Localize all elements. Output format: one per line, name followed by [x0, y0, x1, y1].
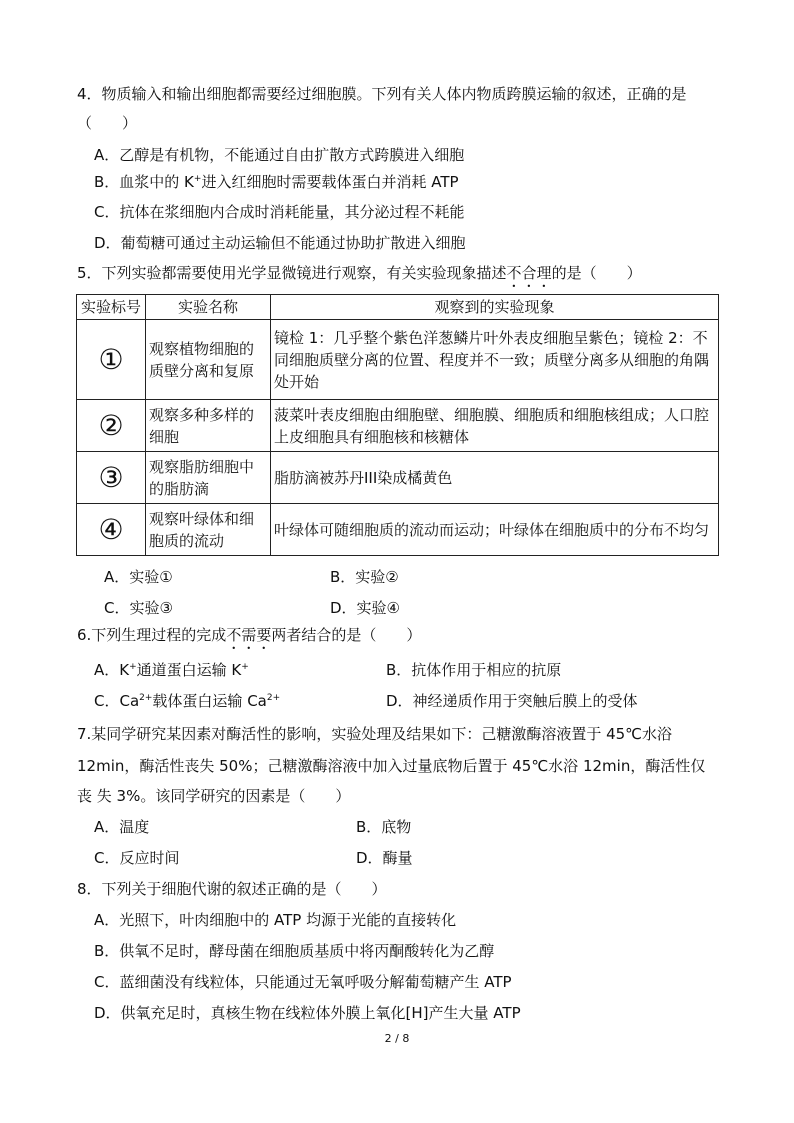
q5-option-b: B．实验② [330, 568, 399, 586]
header-observed-result: 观察到的实验现象 [271, 295, 719, 320]
q7-line-3: 丧 失 3%。该同学研究的因素是（ ） [77, 787, 351, 805]
q4-option-c: C．抗体在浆细胞内合成时消耗能量，其分泌过程不耗能 [94, 203, 465, 221]
header-experiment-id: 实验标号 [77, 295, 146, 320]
q6-option-a: A．K+通道蛋白运输 K+ [94, 661, 249, 679]
header-experiment-name: 实验名称 [146, 295, 271, 320]
q6-stem: 6.下列生理过程的完成不需要两者结合的是（ ） [77, 626, 422, 644]
q8-option-c: C．蓝细菌没有线粒体，只能通过无氧呼吸分解葡萄糖产生 ATP [94, 973, 512, 991]
row-id: ③ [77, 452, 146, 504]
q4-option-d: D．葡萄糖可通过主动运输但不能通过协助扩散进入细胞 [94, 234, 466, 252]
page-number: 2 / 8 [384, 1032, 410, 1045]
q6-emphasis: 不需要 [226, 626, 272, 644]
row-result: 叶绿体可随细胞质的流动而运动；叶绿体在细胞质中的分布不均匀 [271, 504, 719, 556]
q6-option-d: D．神经递质作用于突触后膜上的受体 [386, 692, 638, 710]
row-id: ① [77, 320, 146, 400]
q8-option-d: D．供氧充足时，真核生物在线粒体外膜上氧化[H]产生大量 ATP [94, 1004, 521, 1022]
table-header-row [77, 295, 719, 320]
table-row [77, 320, 719, 400]
row-name: 观察植物细胞的质壁分离和复原 [146, 320, 271, 400]
row-id: ② [77, 400, 146, 452]
row-result: 镜检 1：几乎整个紫色洋葱鳞片叶外表皮细胞呈紫色；镜检 2：不同细胞质壁分离的位置、程度并不一致；质壁分离多从细胞的角隅处开始 [271, 320, 719, 400]
q7-option-c: C．反应时间 [94, 849, 180, 867]
table-row [77, 504, 719, 556]
q7-option-b: B．底物 [356, 818, 412, 836]
q4-answer-paren: （ ） [77, 114, 138, 132]
q6-option-b: B．抗体作用于相应的抗原 [386, 661, 562, 679]
q4-option-a: A．乙醇是有机物，不能通过自由扩散方式跨膜进入细胞 [94, 146, 465, 164]
q4-option-b: B．血浆中的 K+进入红细胞时需要载体蛋白并消耗 ATP [94, 173, 459, 191]
q5-option-a: A．实验① [104, 568, 173, 586]
experiment-table [76, 294, 719, 556]
q8-option-a: A．光照下，叶肉细胞中的 ATP 均源于光能的直接转化 [94, 911, 457, 929]
table-row [77, 452, 719, 504]
q8-option-b: B．供氧不足时，酵母菌在细胞质基质中将丙酮酸转化为乙醇 [94, 942, 495, 960]
q7-line-2: 12min，酶活性丧失 50%；己糖激酶溶液中加入过量底物后置于 45℃水浴 12min，酶活性仅 [77, 757, 706, 775]
q7-option-d: D．酶量 [356, 849, 413, 867]
table-row [77, 400, 719, 452]
q5-option-d: D．实验④ [330, 599, 400, 617]
q4-stem: 4．物质输入和输出细胞都需要经过细胞膜。下列有关人体内物质跨膜运输的叙述，正确的是 [77, 85, 687, 103]
q7-line-1: 7.某同学研究某因素对酶活性的影响，实验处理及结果如下：己糖激酶溶液置于 45℃水浴 [77, 725, 673, 743]
row-result: 脂肪滴被苏丹III染成橘黄色 [271, 452, 719, 504]
q5-emphasis: 不合理 [506, 264, 552, 282]
row-name: 观察叶绿体和细胞质的流动 [146, 504, 271, 556]
q7-option-a: A．温度 [94, 818, 150, 836]
row-result: 菠菜叶表皮细胞由细胞壁、细胞膜、细胞质和细胞核组成；人口腔上皮细胞具有细胞核和核糖体 [271, 400, 719, 452]
row-name: 观察脂肪细胞中的脂肪滴 [146, 452, 271, 504]
q5-stem: 5．下列实验都需要使用光学显微镜进行观察，有关实验现象描述不合理的是（ ） [77, 264, 642, 282]
q8-stem: 8．下列关于细胞代谢的叙述正确的是（ ） [77, 880, 387, 898]
row-id: ④ [77, 504, 146, 556]
row-name: 观察多种多样的细胞 [146, 400, 271, 452]
q6-option-c: C．$Ca^{2+}$载体蛋白运输 $Ca^{2+}$ [94, 692, 281, 710]
q5-option-c: C．实验③ [104, 599, 173, 617]
